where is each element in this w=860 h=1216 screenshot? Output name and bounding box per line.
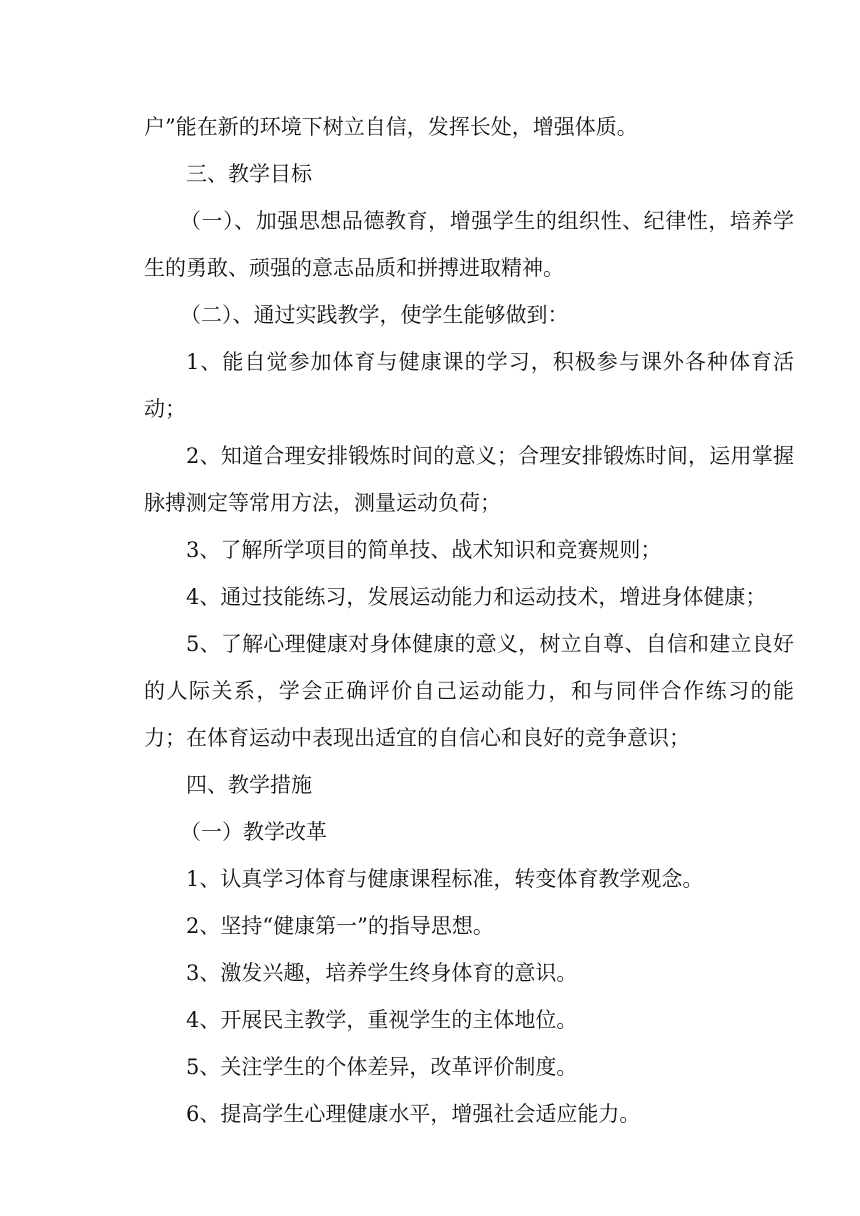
section-heading-teaching-measures: 四、教学措施 [186, 773, 312, 797]
measure-item-5: 5、关注学生的个体差异，改革评价制度。 [186, 1055, 578, 1079]
measure-item-3: 3、激发兴趣，培养学生终身体育的意识。 [186, 961, 578, 985]
measure-item-6: 6、提高学生心理健康水平，增强社会适应能力。 [186, 1102, 641, 1126]
goal-item-1: （一）、加强思想品德教育，增强学生的组织性、纪律性，培养学生的勇敢、顽强的意志品质和拼搏进取精神。 [144, 209, 794, 280]
goal-subitem-4: 4、通过技能练习，发展运动能力和运动技术，增进身体健康； [186, 585, 767, 609]
measure-heading-reform: （一）教学改革 [180, 820, 327, 844]
goal-item-2: （二）、通过实践教学，使学生能够做到： [180, 303, 569, 327]
goal-subitem-1: 1、能自觉参加体育与健康课的学习，积极参与课外各种体育活动； [144, 350, 794, 421]
goal-subitem-2: 2、知道合理安排锻炼时间的意义；合理安排锻炼时间，运用掌握脉搏测定等常用方法，测量运动负荷； [144, 444, 794, 515]
document-body [144, 104, 794, 1138]
goal-subitem-5: 5、了解心理健康对身体健康的意义，树立自尊、自信和建立良好的人际关系，学会正确评价自己运动能力，和与同伴合作练习的能力；在体育运动中表现出适宜的自信心和良好的竞争意识； [144, 632, 794, 750]
goal-subitem-3: 3、了解所学项目的简单技、战术知识和竞赛规则； [186, 538, 662, 562]
measure-item-1: 1、认真学习体育与健康课程标准，转变体育教学观念。 [186, 867, 704, 891]
measure-item-2: 2、坚持“健康第一”的指导思想。 [186, 914, 494, 938]
paragraph-continuation: 户”能在新的环境下树立自信，发挥长处，增强体质。 [144, 115, 638, 139]
measure-item-4: 4、开展民主教学，重视学生的主体地位。 [186, 1008, 578, 1032]
section-heading-teaching-goals: 三、教学目标 [186, 162, 312, 186]
